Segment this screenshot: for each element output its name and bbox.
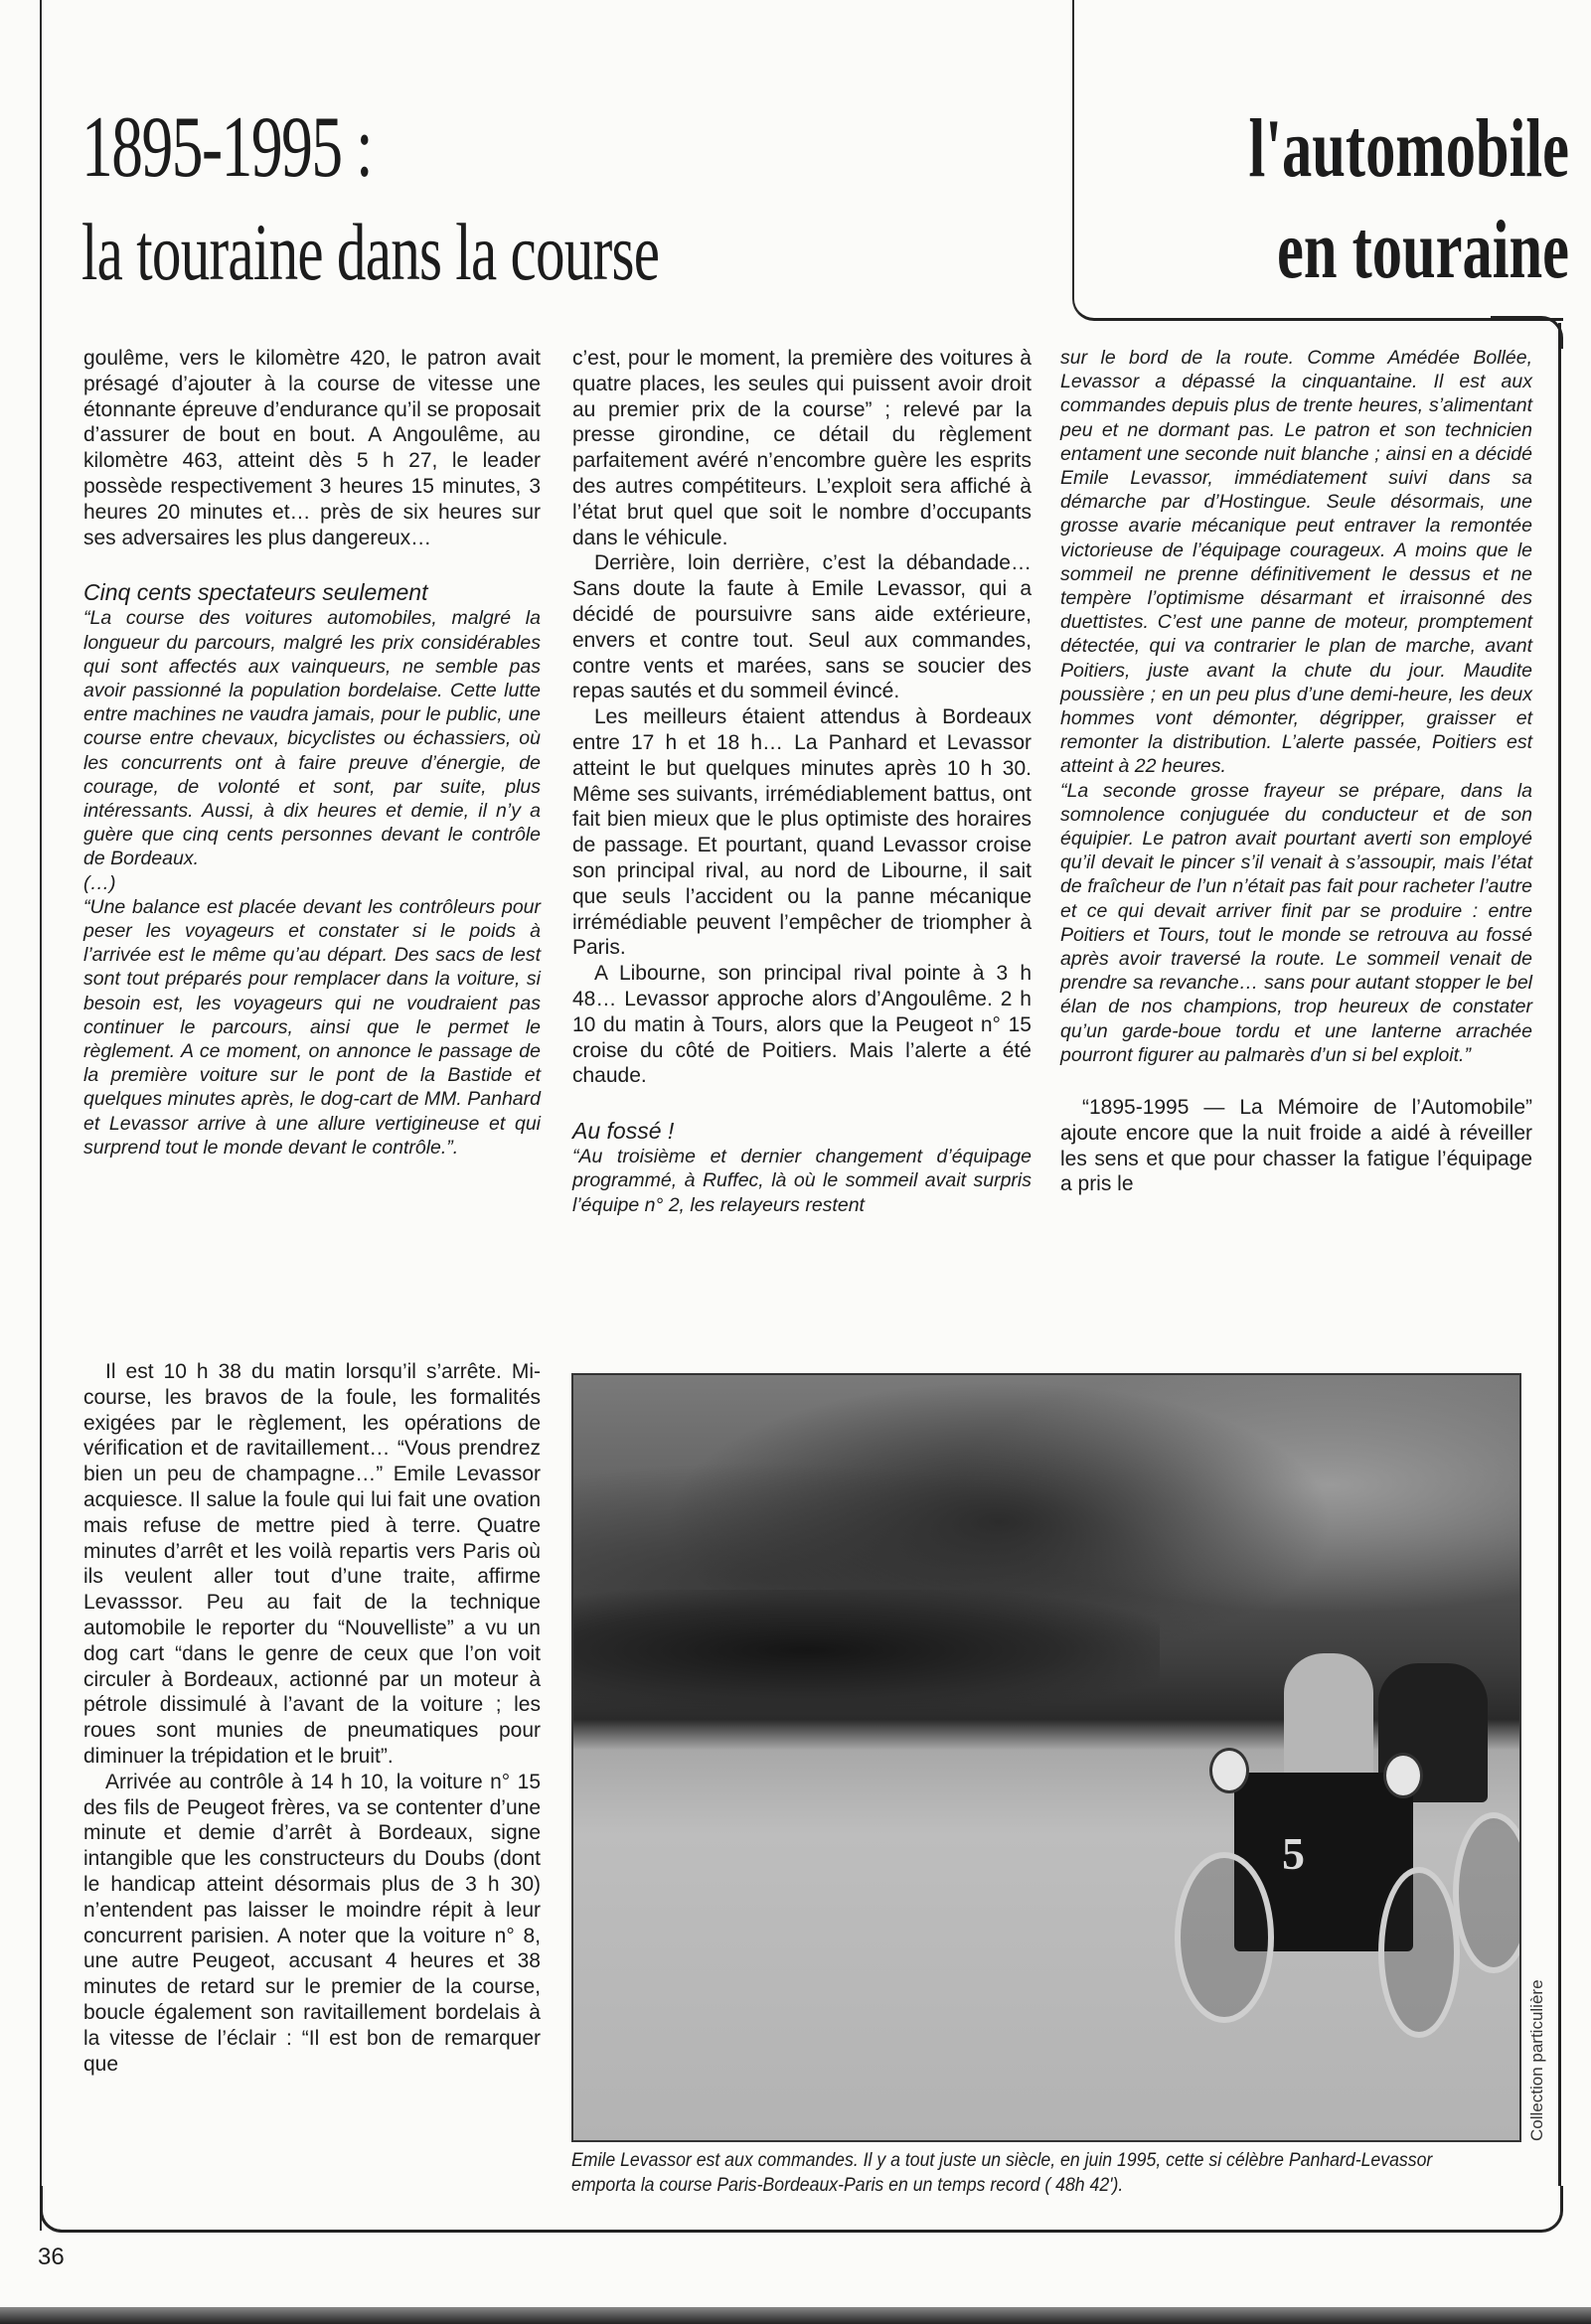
- page-frame-top-right-corner: [1491, 316, 1563, 349]
- photo-panhard-levassor-car: [1155, 1653, 1521, 2031]
- paragraph: Les meilleurs étaient attendus à Bordeaux entre 17 h et 18 h… La Panhard et Levassor atteint le but quelques minutes après 10 h 30. Même ses suivants, irrémédiablement battus, ont fait bien mieux que le plus optimiste des horaires de passage. Et pourtant, quand Levassor croise son principal rival, au nord de Libourne, il sait que seuls l’accident ou la panne mécanique irrémédiable peuvent l’empêcher de triompher à Paris.: [572, 705, 1032, 960]
- page-frame-bottom-left-corner: [40, 2186, 73, 2233]
- page-frame-right-rule: [1558, 323, 1561, 2186]
- wheel-icon: [1378, 1867, 1460, 2038]
- wheel-icon: [1453, 1812, 1521, 1973]
- paragraph: goulême, vers le kilomètre 420, le patron avait présagé d’ajouter à la course de vitesse une étonnante épreuve d’endurance qu’il se proposait d’assurer de bout en bout. A Angoulême, au kilomètre 463, atteint dès 5 h 27, le leader possède respectivement 3 heures 15 minutes, 3 heures 20 minutes et… près de six heures sur ses adversaires les plus dangereux…: [83, 347, 542, 549]
- paragraph: Arrivée au contrôle à 14 h 10, la voiture n° 15 des fils de Peugeot frères, va se contenter d’une minute et demie d’arrêt à Bordeaux, signe intangible que les constructeurs du Doubs (dont le handicap atteint désormais plus de 3 h 30) n’entendent pas laisser le moindre répit à leur concurrent parisien. A noter que la voiture n° 8, une autre Peugeot, accusant 4 heures et 38 minutes de retard sur le premier de la course, boucle également son ravitaillement bordelais à la vitesse de l’éclair : “Il est bon de remarquer que: [83, 1770, 541, 2076]
- photo-caption: Emile Levassor est aux commandes. Il y a tout juste un siècle, en juin 1995, cette si célèbre Panhard-Levassor emporta la course Paris-Bordeaux-Paris en un temps record ( 48h 42').: [571, 2150, 1433, 2196]
- quote-paragraph: “Une balance est placée devant les contrôleurs pour peser les voyageurs et constater si le poids à l’arrivée est le même qu’au départ. Des sacs de lest sont tout préparés pour remplacer dans la voiture, si besoin est, les voyageurs qui ne voudraient pas continuer le parcours, ainsi que le permet le règlement. A ce moment, on annonce le passage de la première voiture sur le pont de la Bastide et quelques minutes après, le dog-cart de MM. Panhard et Levassor arrive à une allure vertigineuse et qui surprend tout le monde devant le contrôle.”.: [83, 895, 541, 1159]
- scan-edge-shadow: [0, 2307, 1591, 2324]
- paragraph: Derrière, loin derrière, c’est la débandade… Sans doute la faute à Emile Levassor, qui a décidé de poursuivre sans aide extérieure, envers et contre tout. Seul aux commandes, contre vents et marées, sans se soucier des repas sautés et du sommeil évincé.: [572, 551, 1032, 703]
- paragraph: c’est, pour le moment, la première des voitures à quatre places, les seules qui puissent avoir droit au premier prix de la course” ; relevé par la presse girondine, ce détail du règlement parfaitement avéré n’encombre guère les esprits des autres compétiteurs. L’exploit sera affiché à l’état brut quel que soit le nombre d’occupants dans le véhicule.: [572, 347, 1032, 549]
- article-column-4: [83, 1359, 541, 2077]
- article-column-2: [572, 346, 1032, 1217]
- photo-hedge: [573, 1590, 1160, 1712]
- subheading: Au fossé !: [572, 1118, 675, 1145]
- section-rubric: [1248, 102, 1569, 296]
- section-rubric-line2: en touraine: [1277, 204, 1569, 296]
- article-title: [81, 99, 660, 297]
- section-rubric-line1: l'automobile: [1248, 102, 1569, 195]
- article-title-dates: 1895-1995 :: [81, 99, 373, 196]
- photo-passenger-figure: [1284, 1653, 1373, 1782]
- lantern-icon: [1383, 1753, 1423, 1798]
- article-column-1: [83, 346, 541, 1160]
- page-number: 36: [38, 2244, 65, 2270]
- lantern-icon: [1209, 1748, 1249, 1793]
- article-column-3: [1060, 346, 1532, 1197]
- quote-paragraph: “Au troisième et dernier changement d’équipage programmé, à Ruffec, là où le sommeil avait surpris l’équipe n° 2, les relayeurs restent: [572, 1146, 1032, 1216]
- quote-paragraph: sur le bord de la route. Comme Amédée Bollée, Levassor a dépassé la cinquantaine. Il est aux commandes depuis plus de trente heures, s’alimentant peu et ne dormant pas. Le patron et son technicien entament une seconde nuit blanche ; ainsi en a décidé Emile Levassor, immédiatement suivi dans sa démarche par d’Hostingue. Seule désormais, une grosse avarie mécanique peut entraver la remontée victorieuse de l’équipage courageux. A moins que le sommeil ne prenne définitivement le dessus et ne tempère l’optimisme désarmant et irraisonné des duettistes. C’est une panne de moteur, promptement détectée, qui va contrarier le plan de marche, avant Poitiers, juste avant la chute du jour. Maudite poussière ; en un peu plus d’une demi-heure, les deux hommes vont démonter, dégripper, graisser et remonter la distribution. L’alerte passée, Poitiers est atteint à 22 heures.: [1060, 347, 1532, 778]
- photo-car-number: 5: [1282, 1828, 1305, 1879]
- page-frame-left-rule: [40, 0, 42, 2231]
- quote-paragraph: “La seconde grosse frayeur se prépare, dans la somnolence conjuguée du conducteur et de son équipier. Le patron avait pourtant averti son employé qu’il devait le pincer s’il venait à s’assoupir, mais l’état de fraîcheur de l’un n’était pas fait pour racheter l’autre et ce qui devait arriver finit par se produire : entre Poitiers et Tours, tout le monde se retrouva au fossé après avoir traversé la route. Le sommeil venait de prendre sa revanche… sans pour autant stopper le bel élan de nos champions, trop heureux de constater qu’un garde-boue tordu et une lanterne arrachée pourront figurer au palmarès d’un si bel exploit.”: [1060, 779, 1532, 1066]
- paragraph: “1895-1995 — La Mémoire de l’Automobile” ajoute encore que la nuit froide a aidé à réveiller les sens et que pour chasser la fatigue l’équipage a pris le: [1060, 1096, 1532, 1196]
- quote-paragraph: “La course des voitures automobiles, malgré la longueur du parcours, malgré les prix considérables qui sont affectés aux vainqueurs, ne semble pas avoir passionné la population bordelaise. Cette lutte entre machines ne vaudra jamais, pour le public, une course entre chevaux, bicyclistes ou échassiers, où les concurrents ont à faire preuve d’énergie, de courage, de volonté et sont, par suite, plus intéressants. Aussi, à dix heures et demie, il n’y a guère que cinq cents personnes devant le contrôle de Bordeaux.: [83, 607, 541, 870]
- article-title-subtitle: la touraine dans la course: [81, 207, 660, 297]
- paragraph: Il est 10 h 38 du matin lorsqu’il s’arrête. Mi-course, les bravos de la foule, les formalités exigées par le règlement, les opérations de vérification et de ravitaillement… “Vous prendrez bien un peu de champagne…” Emile Levassor acquiesce. Il salue la foule qui lui fait une ovation mais refuse de mettre pied à terre. Quatre minutes d’arrêt et les voilà repartis vers Paris où ils veulent aller tout d’une traite, affirme Levasssor. Peu au fait de la technique automobile le reporter du “Nouvelliste” a vu un dog cart “dans le genre de ceux que l’on voit circuler à Bordeaux, actionné par un moteur à pétrole dissimulé à l’avant de la voiture ; les roues sont munies de pneumatiques pour diminuer la trépidation et le bruit”.: [83, 1360, 541, 1768]
- paragraph: A Libourne, son principal rival pointe à 3 h 48… Levassor approche alors d’Angoulême. 2 h 10 du matin à Tours, alors que la Peugeot n° 15 croise du côté de Poitiers. Mais l’alerte a été chaude.: [572, 962, 1032, 1088]
- subheading: Cinq cents spectateurs seulement: [83, 579, 428, 606]
- wheel-icon: [1175, 1852, 1274, 2023]
- historical-photo: [571, 1373, 1521, 2142]
- ellipsis: (…): [83, 871, 116, 894]
- photo-credit: Collection particulière: [1527, 1979, 1546, 2141]
